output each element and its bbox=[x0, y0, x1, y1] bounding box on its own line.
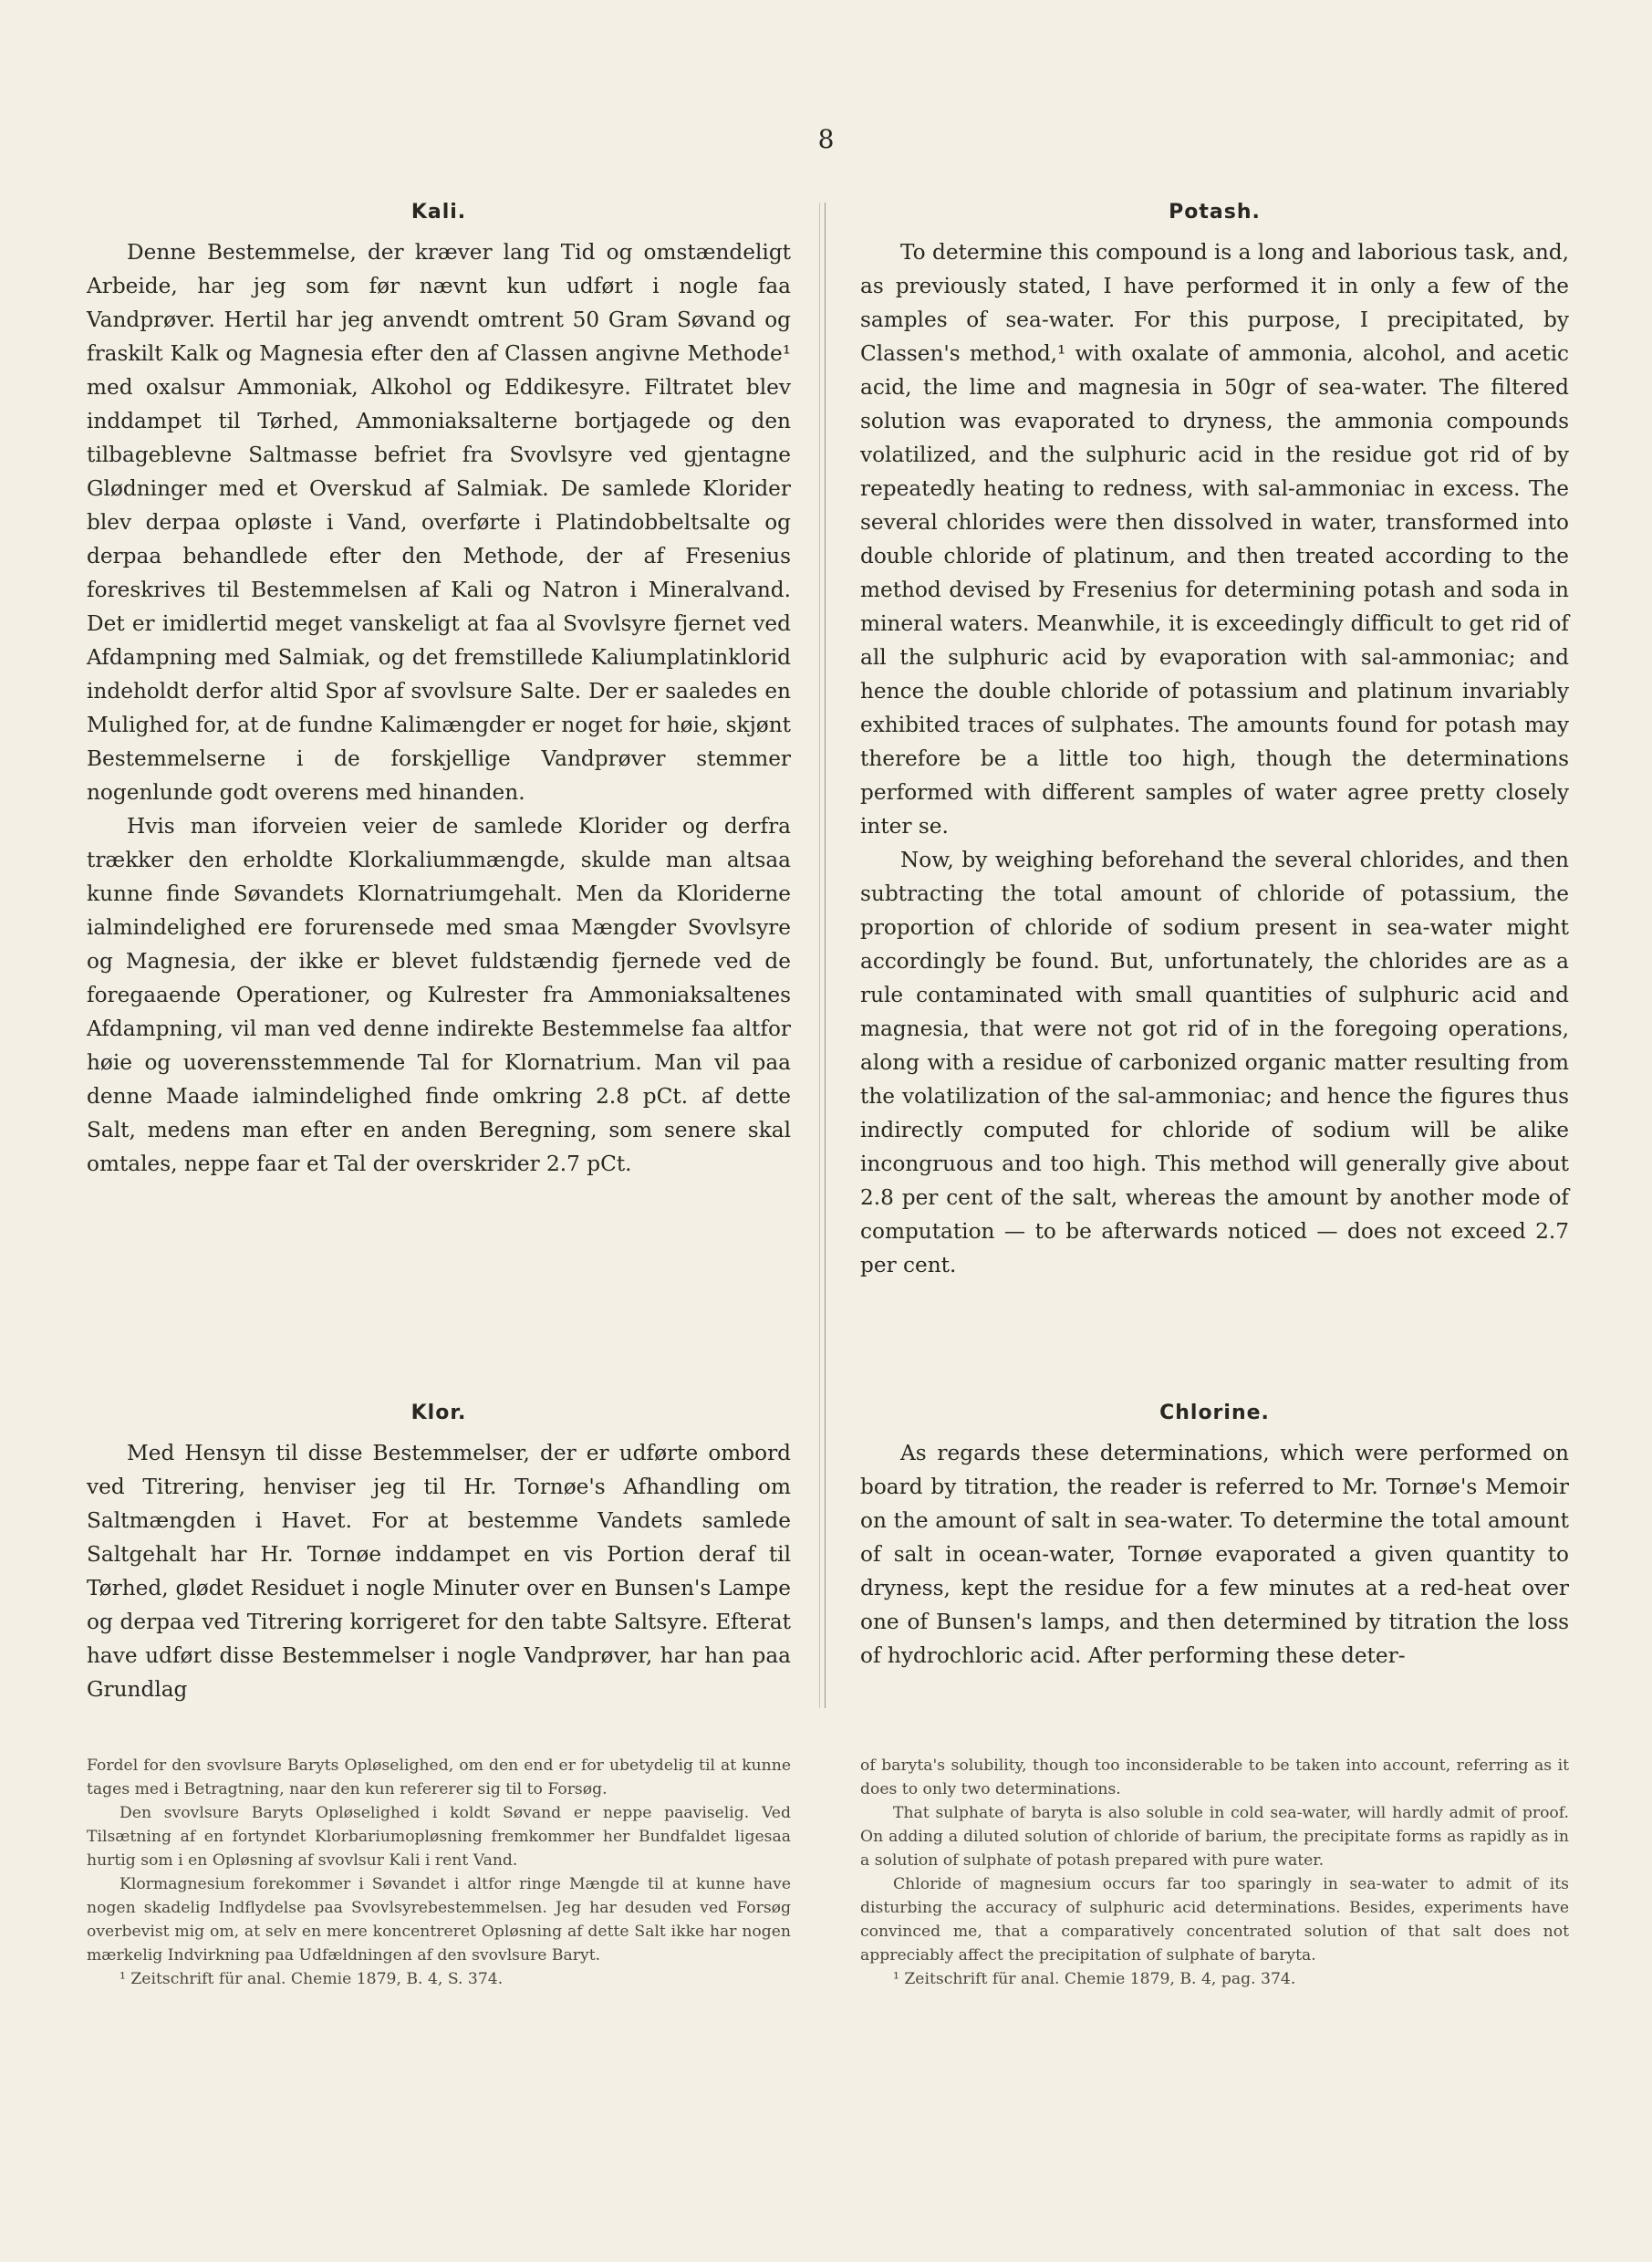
kali-paragraph-2: Hvis man iforveien veier de samlede Klorider og derfra trækker den erholdte Klorkaliummængde, skulde man altsaa kunne finde Søvandets Klornatriumgehalt. Men da Kloriderne ialmindelighed ere forurensede med smaa Mængder Svovlsyre og Magnesia, der ikke er blevet fuldstændig fjernede ved de foregaaende Operationer, og Kulrester fra Ammoniaksaltenes Afdampning, vil man ved denne indirekte Bestemmelse faa altfor høie og uoverensstemmende Tal for Klornatrium. Man vil paa denne Maade ialmindelighed finde omkring 2.8 pCt. af dette Salt, medens man efter en anden Beregning, som senere skal omtales, neppe faar et Tal der overskrider 2.7 pCt. bbox=[87, 814, 791, 1176]
klor-heading: Klor. bbox=[410, 1402, 467, 1424]
left-footnote-baryta: Den svovlsure Baryts Opløselighed i koldt Søvand er neppe paaviselig. Ved Tilsætning af en fortyndet Klorbariumopløsning fremkommer her Bundfaldet ligesaa hurtig som i en Opløsning af svovlsur Kali i rent Vand. bbox=[87, 1804, 791, 1870]
potash-heading: Potash. bbox=[1169, 201, 1261, 224]
column-divider bbox=[825, 203, 826, 1708]
right-footnote-reference: ¹ Zeitschrift für anal. Chemie 1879, B. 4, pag. 374. bbox=[893, 1970, 1296, 1988]
left-footnotes bbox=[87, 1754, 791, 1991]
right-footnote-baryta: That sulphate of baryta is also soluble in cold sea-water, will hardly admit of proof. On adding a diluted solution of chloride of barium, the precipitate forms as rapidly as in a solution of sulphate of potash prepared with pure water. bbox=[860, 1804, 1569, 1870]
page-number: 8 bbox=[817, 124, 835, 154]
chlorine-section-text bbox=[860, 1436, 1569, 1673]
chlorine-paragraph-1: As regards these determinations, which were performed on board by titration, the reader is referred to Mr. Tornøe's Memoir on the amount of salt in sea-water. To determine the total amount of salt in ocean-water, Tornøe evaporated a given quantity to dryness, kept the residue for a few minutes at a red-heat over one of Bunsen's lamps, and then determined by titration the loss of hydrochloric acid. After performing these deter- bbox=[860, 1441, 1569, 1668]
kali-heading: Kali. bbox=[410, 201, 467, 224]
left-footnote-reference: ¹ Zeitschrift für anal. Chemie 1879, B. 4, S. 374. bbox=[119, 1970, 504, 1988]
klor-section-text bbox=[87, 1436, 791, 1706]
right-footnotes bbox=[860, 1754, 1569, 1991]
klor-paragraph-1: Med Hensyn til disse Bestemmelser, der er udførte ombord ved Titrering, henviser jeg til Hr. Tornøe's Afhandling om Saltmængden i Havet. For at bestemme Vandets samlede Saltgehalt har Hr. Tornøe inddampet en vis Portion deraf til Tørhed, glødet Residuet i nogle Minuter over en Bunsen's Lampe og derpaa ved Titrering korrigeret for den tabte Saltsyre. Efterat have udført disse Bestemmelser i nogle Vandprøver, har han paa Grundlag bbox=[87, 1441, 791, 1702]
chlorine-heading: Chlorine. bbox=[1159, 1402, 1270, 1424]
potash-paragraph-2: Now, by weighing beforehand the several chlorides, and then subtracting the total amount of chloride of potassium, the proportion of chloride of sodium present in sea-water might accordingly be found. But, unfortunately, the chlorides are as a rule contaminated with small quantities of sulphuric acid and magnesia, that were not got rid of in the foregoing operations, along with a residue of carbonized organic matter resulting from the volatilization of the sal-ammoniac; and hence the figures thus indirectly computed for chloride of sodium will be alike incongruous and too high. This method will generally give about 2.8 per cent of the salt, whereas the amount by another mode of computation — to be afterwards noticed — does not exceed 2.7 per cent. bbox=[860, 848, 1569, 1277]
column-divider-inner bbox=[819, 203, 820, 1708]
kali-paragraph-1: Denne Bestemmelse, der kræver lang Tid og omstændeligt Arbeide, har jeg som før nævnt kun udført i nogle faa Vandprøver. Hertil har jeg anvendt omtrent 50 Gram Søvand og fraskilt Kalk og Magnesia efter den af Classen angivne Methode¹ med oxalsur Ammoniak, Alkohol og Eddikesyre. Filtratet blev inddampet til Tørhed, Ammoniaksalterne bortjagede og den tilbageblevne Saltmasse befriet fra Svovlsyre ved gjentagne Glødninger med et Overskud af Salmiak. De samlede Klorider blev derpaa opløste i Vand, overførte i Platindobbeltsalte og derpaa behandlede efter den Methode, der af Fresenius foreskrives til Bestemmelsen af Kali og Natron i Mineralvand. Det er imidlertid meget vanskeligt at faa al Svovlsyre fjernet ved Afdampning med Salmiak, og det fremstillede Kaliumplatinklorid indeholdt derfor altid Spor af svovlsure Salte. Der er saaledes en Mulighed for, at de fundne Kalimængder er noget for høie, skjønt Bestemmelserne i de forskjellige Vandprøver stemmer nogenlunde godt overens med hinanden. bbox=[87, 240, 791, 805]
kali-section-text bbox=[87, 235, 791, 1181]
right-footnote-continuation: of baryta's solubility, though too inconsiderable to be taken into account, referring as it does to only two determinations. bbox=[860, 1756, 1569, 1798]
potash-paragraph-1: To determine this compound is a long and laborious task, and, as previously stated, I have performed it in only a few of the samples of sea-water. For this purpose, I precipitated, by Classen's method,¹ with oxalate of ammonia, alcohol, and acetic acid, the lime and magnesia in 50gr of sea-water. The filtered solution was evaporated to dryness, the ammonia compounds volatilized, and the sulphuric acid in the residue got rid of by repeatedly heating to redness, with sal-ammoniac in excess. The several chlorides were then dissolved in water, transformed into double chloride of platinum, and then treated according to the method devised by Fresenius for determining potash and soda in mineral waters. Meanwhile, it is exceedingly difficult to get rid of all the sulphuric acid by evaporation with sal-ammoniac; and hence the double chloride of potassium and platinum invariably exhibited traces of sulphates. The amounts found for potash may therefore be a little too high, though the determinations performed with different samples of water agree pretty closely inter se. bbox=[860, 240, 1569, 839]
right-footnote-magnesium: Chloride of magnesium occurs far too sparingly in sea-water to admit of its disturbing the accuracy of sulphuric acid determinations. Besides, experiments have convinced me, that a comparatively concentrated solution of that salt does not appreciably affect the precipitation of sulphate of baryta. bbox=[860, 1875, 1569, 1965]
potash-section-text bbox=[860, 235, 1569, 1282]
left-footnote-continuation: Fordel for den svovlsure Baryts Opløselighed, om den end er for ubetydelig til at kunne tages med i Betragtning, naar den kun refererer sig til to Forsøg. bbox=[87, 1756, 791, 1798]
left-footnote-magnesium: Klormagnesium forekommer i Søvandet i altfor ringe Mængde til at kunne have nogen skadelig Indflydelse paa Svovlsyrebestemmelsen. Jeg har desuden ved Forsøg overbevist mig om, at selv en mere koncentreret Opløsning af dette Salt ikke har nogen mærkelig Indvirkning paa Udfældningen af den svovlsure Baryt. bbox=[87, 1875, 791, 1965]
